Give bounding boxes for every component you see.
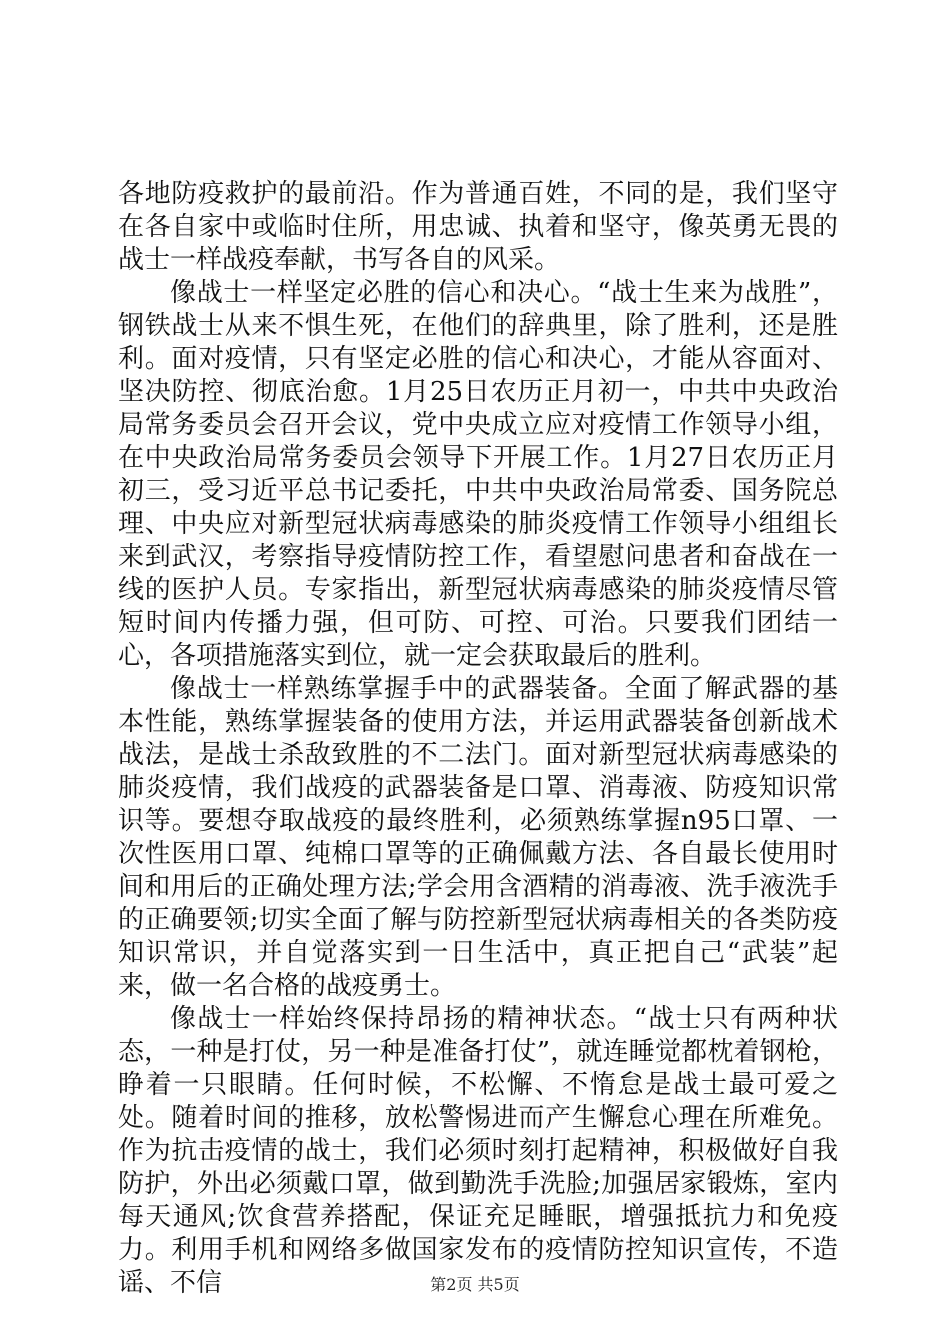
body-text xyxy=(118,178,838,1300)
paragraph-spirit: 像战士一样始终保持昂扬的精神状态。“战士只有两种状态，一种是打仗，另一种是准备打仗”，就连睡觉都枕着钢枪，睁着一只眼睛。任何时候，不松懈、不惰怠是战士最可爱之处。随着时间的推移，放松警惕进而产生懈怠心理在所难免。作为抗击疫情的战士，我们必须时刻打起精神，积极做好自我防护，外出必须戴口罩，做到勤洗手洗脸;加强居家锻炼，室内每天通风;饮食营养搭配，保证充足睡眠，增强抵抗力和免疫力。利用手机和网络多做国家发布的疫情防控知识宣传，不造谣、不信 xyxy=(118,1004,838,1298)
paragraph-confidence: 像战士一样坚定必胜的信心和决心。“战士生来为战胜”，钢铁战士从来不惧生死，在他们的辞典里，除了胜利，还是胜利。面对疫情，只有坚定必胜的信心和决心，才能从容面对、坚决防控、彻底治愈。1月25日农历正月初一，中共中央政治局常务委员会召开会议，党中央成立应对疫情工作领导小组，在中央政治局常务委员会领导下开展工作。1月27日农历正月初三，受习近平总书记委托，中共中央政治局常委、国务院总理、中央应对新型冠状病毒感染的肺炎疫情工作领导小组组长来到武汉，考察指导疫情防控工作，看望慰问患者和奋战在一线的医护人员。专家指出，新型冠状病毒感染的肺炎疫情尽管短时间内传播力强，但可防、可控、可治。只要我们团结一心，各项措施落实到位，就一定会获取最后的胜利。 xyxy=(118,278,838,671)
paragraph-equipment: 像战士一样熟练掌握手中的武器装备。全面了解武器的基本性能，熟练掌握装备的使用方法，并运用武器装备创新战术战法，是战士杀敌致胜的不二法门。面对新型冠状病毒感染的肺炎疫情，我们战疫的武器装备是口罩、消毒液、防疫知识常识等。要想夺取战疫的最终胜利，必须熟练掌握n95口罩、一次性医用口罩、纯棉口罩等的正确佩戴方法、各自最长使用时间和用后的正确处理方法;学会用含酒精的消毒液、洗手液洗手的正确要领;切实全面了解与防控新型冠状病毒相关的各类防疫知识常识，并自觉落实到一日生活中，真正把自己“武装”起来，做一名合格的战疫勇士。 xyxy=(118,674,838,1001)
page-number-footer: 第2页 共5页 xyxy=(430,1275,520,1294)
paragraph-continuation: 各地防疫救护的最前沿。作为普通百姓，不同的是，我们坚守在各自家中或临时住所，用忠诚、执着和坚守，像英勇无畏的战士一样战疫奉献，书写各自的风采。 xyxy=(118,179,838,275)
